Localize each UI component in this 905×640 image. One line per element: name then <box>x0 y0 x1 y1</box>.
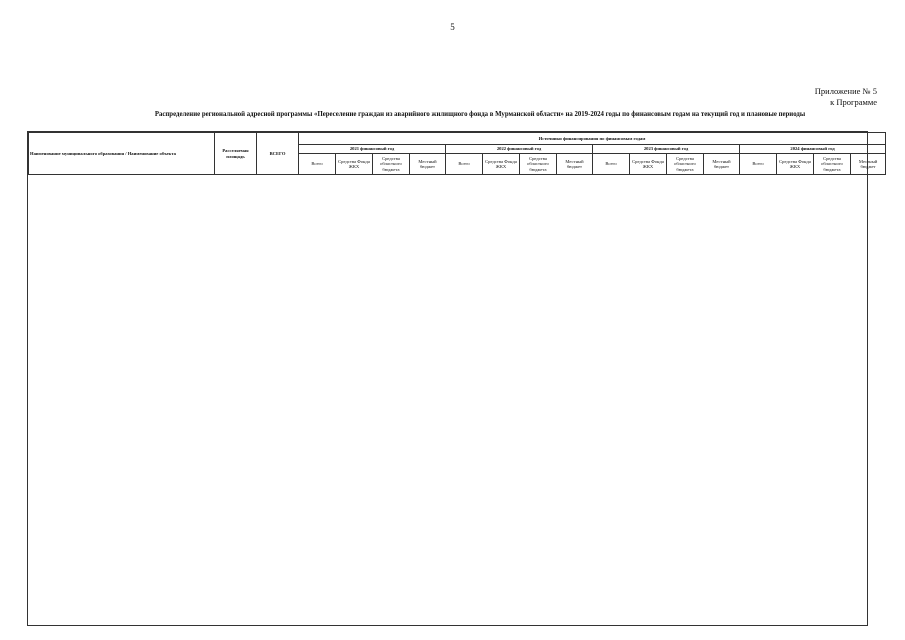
header-2022-regional: Средства областного бюджета <box>520 154 557 175</box>
header-2022-total: Всего <box>446 154 483 175</box>
table-body <box>28 175 867 626</box>
header-2021-fund: Средства Фонда ЖКХ <box>336 154 373 175</box>
header-2021-total: Всего <box>299 154 336 175</box>
header-2021-local: Местный бюджет <box>410 154 446 175</box>
header-2023-regional: Средства областного бюджета <box>667 154 704 175</box>
header-2021-regional: Средства областного бюджета <box>373 154 410 175</box>
header-2024-fund: Средства Фонда ЖКХ <box>777 154 814 175</box>
header-2023-local: Местный бюджет <box>704 154 740 175</box>
page-number: 5 <box>450 22 455 32</box>
header-2023-total: Всего <box>593 154 630 175</box>
document-title: Распределение региональной адресной программы «Переселение граждан из аварийного жилищного фонда в Мурманской области» на 2019-2024 годы по финансовым годам на текущий год и плановые периоды <box>154 111 806 118</box>
header-2023-fund: Средства Фонда ЖКХ <box>630 154 667 175</box>
appendix-line-1: Приложение № 5 <box>814 86 877 96</box>
header-area: Расселяемая площадь <box>215 133 257 175</box>
header-year-2022: 2022 финансовый год <box>446 145 593 154</box>
header-sources: Источники финансирования по финансовым годам <box>299 133 886 145</box>
header-name: Наименование муниципального образования / Наименование объекта <box>29 133 215 175</box>
header-2022-fund: Средства Фонда ЖКХ <box>483 154 520 175</box>
header-total: ВСЕГО <box>257 133 299 175</box>
header-2024-total: Всего <box>740 154 777 175</box>
header-year-2021: 2021 финансовый год <box>299 145 446 154</box>
appendix-line-2: к Программе <box>830 97 877 107</box>
header-year-2023: 2023 финансовый год <box>593 145 740 154</box>
header-2022-local: Местный бюджет <box>557 154 593 175</box>
table-header <box>28 132 886 175</box>
appendix-note <box>815 86 877 108</box>
header-2024-local: Местный бюджет <box>851 154 886 175</box>
header-2024-regional: Средства областного бюджета <box>814 154 851 175</box>
header-year-2024: 2024 финансовый год <box>740 145 886 154</box>
distribution-table <box>27 131 878 626</box>
